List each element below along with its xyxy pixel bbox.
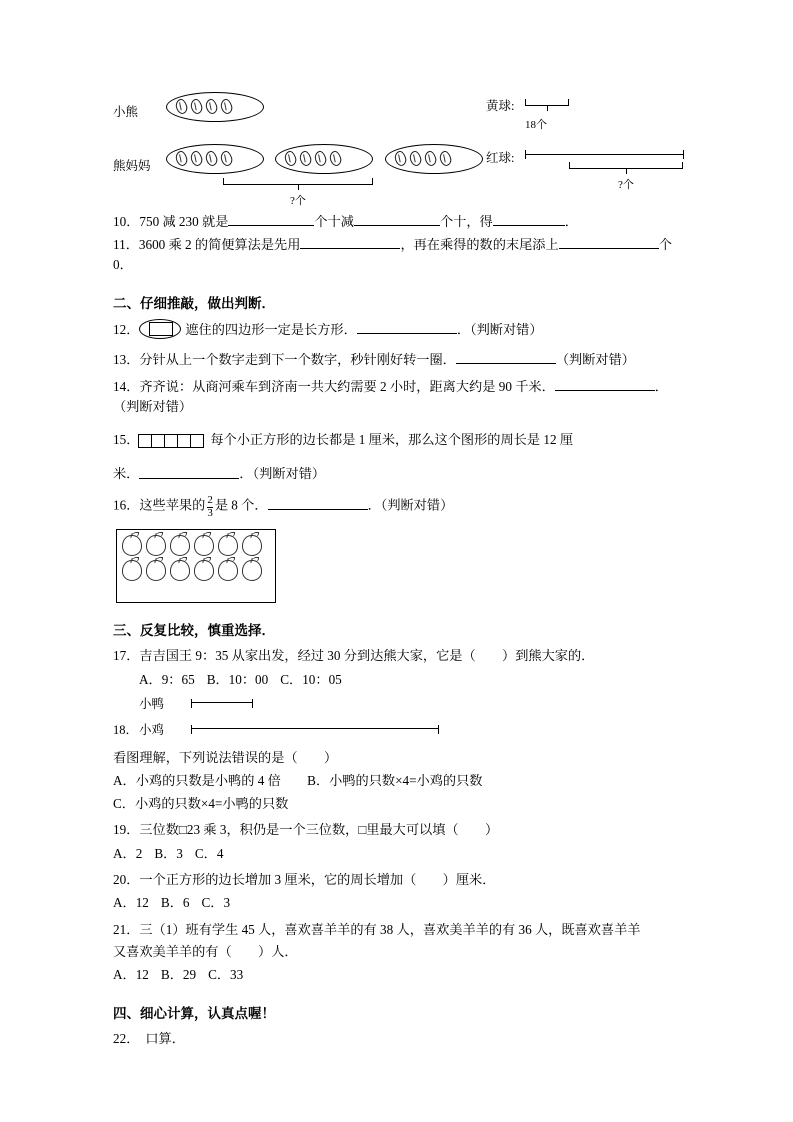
seed-icon bbox=[408, 150, 423, 168]
q13-text: 分针从上一个数字走到下一个数字，秒针刚好转一圈． bbox=[139, 352, 456, 368]
q11-part3: 个 0． bbox=[113, 236, 672, 273]
apple-icon bbox=[194, 535, 214, 556]
q15-num: 15． bbox=[113, 431, 140, 447]
q11-part1: 3600 乘 2 的简便算法是先用 bbox=[138, 236, 301, 252]
q10-part1: 750 减 230 就是 bbox=[139, 214, 229, 230]
bear-mom-seeds-3 bbox=[395, 151, 451, 166]
duck-bar bbox=[191, 702, 253, 703]
apple-row bbox=[122, 560, 275, 581]
q16-text-a: 这些苹果的 bbox=[139, 497, 206, 513]
question-19-options bbox=[113, 843, 683, 864]
question-17 bbox=[113, 646, 683, 666]
seed-icon bbox=[328, 150, 343, 168]
question-15-cont bbox=[113, 464, 683, 485]
seed-icon bbox=[174, 98, 189, 116]
q18-text: 看图理解，下列说法错误的是（ ） bbox=[113, 749, 338, 765]
q20-num: 20． bbox=[113, 871, 140, 887]
seed-icon bbox=[189, 98, 204, 116]
bear-mom-seeds-1 bbox=[176, 151, 232, 166]
unit-square bbox=[151, 434, 165, 448]
bear-mom-brace bbox=[223, 178, 373, 208]
fraction-two-thirds bbox=[207, 495, 213, 519]
question-17-options bbox=[113, 669, 683, 690]
question-11 bbox=[113, 235, 683, 276]
quadrilateral-figure bbox=[139, 319, 181, 339]
apple-icon bbox=[146, 560, 166, 581]
q20-option-c[interactable]: C．3 bbox=[201, 895, 231, 911]
q22-num: 22． bbox=[113, 1030, 140, 1046]
q15-text: 每个小正方形的边长都是 1 厘米，那么这个图形的周长是 12 厘 bbox=[210, 431, 574, 447]
question-10 bbox=[113, 212, 683, 233]
unit-square bbox=[138, 434, 152, 448]
q13-tail: （判断对错） bbox=[555, 352, 635, 368]
question-18-text bbox=[113, 748, 683, 768]
q20-option-a[interactable]: A．12 bbox=[113, 895, 149, 911]
bar-label-duck: 小鸭 bbox=[139, 696, 165, 711]
section-3-heading: 三、反复比较，慎重选择． bbox=[113, 623, 275, 639]
q12-num: 12． bbox=[113, 321, 140, 337]
q19-option-c[interactable]: C．4 bbox=[194, 845, 224, 861]
q10-part2: 个十减 bbox=[314, 214, 354, 230]
apple-icon bbox=[170, 535, 190, 556]
q12-blank[interactable] bbox=[357, 320, 457, 334]
seed-icon bbox=[219, 150, 234, 168]
q18-num: 18． bbox=[113, 722, 139, 737]
apple-icon bbox=[146, 535, 166, 556]
q16-text-b: 是 8 个． bbox=[214, 497, 268, 513]
q11-blank-2[interactable] bbox=[559, 235, 659, 249]
square-strip-figure bbox=[139, 434, 204, 454]
q21-option-a[interactable]: A．12 bbox=[113, 967, 149, 983]
q21-text2: 又喜欢美羊羊的有（ ）人． bbox=[113, 944, 298, 959]
q21-option-b[interactable]: B．29 bbox=[160, 967, 197, 983]
q15-tail: ．（判断对错） bbox=[239, 466, 326, 482]
q19-num: 19． bbox=[113, 822, 140, 838]
q17-num: 17． bbox=[113, 648, 140, 664]
worksheet-content bbox=[113, 86, 683, 1051]
figure-label-red-ball: 红球: bbox=[486, 151, 515, 165]
q15-text2: 米． bbox=[113, 466, 140, 482]
question-15 bbox=[113, 430, 683, 454]
red-ball-brace bbox=[569, 162, 683, 192]
q13-num: 13． bbox=[113, 352, 140, 368]
bear-mom-unknown-label: ?个 bbox=[290, 195, 306, 207]
question-20 bbox=[113, 870, 683, 890]
figure-label-bear: 小熊 bbox=[113, 105, 139, 119]
question-21 bbox=[113, 920, 683, 940]
apple-icon bbox=[218, 560, 238, 581]
red-ball-cap-right bbox=[683, 150, 684, 159]
red-ball-line bbox=[525, 154, 683, 155]
q21-num: 21． bbox=[113, 921, 140, 937]
question-13 bbox=[113, 350, 683, 371]
section-2-heading: 二、仔细推敲，做出判断． bbox=[113, 295, 275, 311]
unit-square bbox=[164, 434, 178, 448]
q15-blank[interactable] bbox=[139, 464, 239, 478]
q19-text: 三位数□23 乘 3，积仍是一个三位数，□里最大可以填（ ） bbox=[139, 822, 499, 838]
fraction-denominator: 3 bbox=[207, 506, 213, 519]
figure-label-yellow-ball: 黄球: bbox=[486, 99, 515, 113]
q16-blank[interactable] bbox=[268, 495, 368, 509]
q20-text: 一个正方形的边长增加 3 厘米，它的周长增加（ ）厘米． bbox=[139, 871, 496, 887]
q16-tail: ．（判断对错） bbox=[367, 497, 454, 513]
apple-row bbox=[122, 535, 275, 556]
duck-chicken-figure bbox=[113, 694, 683, 746]
red-ball-cap-left bbox=[525, 150, 526, 159]
q21-text: 三（1）班有学生 45 人，喜欢喜羊羊的有 38 人，喜欢美羊羊的有 36 人，既喜欢喜羊羊 bbox=[139, 921, 641, 937]
apple-icon bbox=[170, 560, 190, 581]
question-19 bbox=[113, 820, 683, 840]
q10-part3: 个十，得 bbox=[439, 214, 493, 230]
q14-blank[interactable] bbox=[555, 377, 655, 391]
seed-icon bbox=[423, 150, 438, 168]
q20-option-b[interactable]: B．6 bbox=[160, 895, 190, 911]
bear-mom-seeds-2 bbox=[285, 151, 341, 166]
figure-label-bear-mom: 熊妈妈 bbox=[113, 159, 151, 173]
seed-icon bbox=[393, 150, 408, 168]
yellow-ball-brace bbox=[525, 99, 569, 108]
q18-options-line1[interactable]: A．小鸡的只数是小鸭的 4 倍 B．小鸭的只数×4=小鸡的只数 bbox=[113, 773, 483, 789]
chicken-bar bbox=[191, 728, 439, 729]
apple-figure-box bbox=[116, 529, 276, 603]
seed-icon bbox=[283, 150, 298, 168]
q17-text: 吉吉国王 9：35 从家出发，经过 30 分到达熊大家，它是（ ）到熊大家的． bbox=[139, 648, 595, 664]
seed-icon bbox=[438, 150, 453, 168]
q13-blank[interactable] bbox=[456, 350, 556, 364]
question-16 bbox=[113, 495, 683, 519]
q16-num: 16． bbox=[113, 497, 140, 513]
q21-option-c[interactable]: C．33 bbox=[208, 967, 244, 983]
question-21-cont bbox=[113, 942, 683, 962]
seed-icon bbox=[189, 150, 204, 168]
unit-square bbox=[190, 434, 204, 448]
seed-icon bbox=[174, 150, 189, 168]
q11-blank-1[interactable] bbox=[300, 235, 400, 249]
section-4-heading: 四、细心计算，认真点喔！ bbox=[113, 1005, 275, 1021]
apple-icon bbox=[122, 535, 142, 556]
bar-label-chicken: 小鸡 bbox=[139, 722, 165, 737]
q12-tail: ．（判断对错） bbox=[456, 321, 543, 337]
q10-blank-3[interactable] bbox=[493, 212, 565, 226]
question-21-options bbox=[113, 964, 683, 985]
seed-icon bbox=[204, 98, 219, 116]
q17-option-b[interactable]: B．10：00 bbox=[206, 671, 269, 687]
red-ball-unknown-label: ?个 bbox=[618, 179, 634, 191]
question-12 bbox=[113, 319, 683, 340]
seed-icon bbox=[204, 150, 219, 168]
question-18-options-1 bbox=[113, 770, 683, 791]
bear-seeds bbox=[176, 99, 232, 114]
fraction-numerator: 2 bbox=[207, 494, 213, 507]
apple-icon bbox=[242, 560, 262, 581]
apple-icon bbox=[194, 560, 214, 581]
apple-icon bbox=[122, 560, 142, 581]
seed-icon bbox=[219, 98, 234, 116]
q17-option-a[interactable]: A．9：65 bbox=[139, 671, 195, 687]
q18-options-line2[interactable]: C．小鸡的只数×4=小鸭的只数 bbox=[113, 796, 289, 812]
yellow-ball-count: 18个 bbox=[525, 119, 547, 131]
q10-blank-2[interactable] bbox=[354, 212, 440, 226]
top-figure bbox=[113, 86, 683, 208]
question-20-options bbox=[113, 892, 683, 913]
apple-icon bbox=[242, 535, 262, 556]
q14-text: 齐齐说：从商河乘车到济南一共大约需要 2 小时，距离大约是 90 千米． bbox=[139, 379, 555, 395]
q10-blank-1[interactable] bbox=[228, 212, 314, 226]
q19-option-a[interactable]: A．2 bbox=[113, 845, 143, 861]
question-14 bbox=[113, 377, 683, 418]
unit-square bbox=[177, 434, 191, 448]
q14-num: 14． bbox=[113, 379, 140, 395]
question-18-options-2 bbox=[113, 793, 683, 814]
q14-tail: ．（判断对错） bbox=[113, 379, 668, 415]
q11-part2: ，再在乘得的数的末尾添上 bbox=[400, 236, 559, 252]
q12-text: 遮住的四边形一定是长方形． bbox=[185, 321, 357, 337]
q19-option-b[interactable]: B．3 bbox=[154, 845, 183, 861]
seed-icon bbox=[313, 150, 328, 168]
seed-icon bbox=[298, 150, 313, 168]
q17-option-c[interactable]: C．10：05 bbox=[280, 671, 342, 687]
q10-part4: ． bbox=[564, 214, 578, 230]
question-22 bbox=[113, 1029, 683, 1049]
q22-text: 口算． bbox=[145, 1030, 185, 1046]
q11-num: 11． bbox=[113, 236, 139, 252]
apple-icon bbox=[218, 535, 238, 556]
q10-num: 10． bbox=[113, 214, 140, 230]
